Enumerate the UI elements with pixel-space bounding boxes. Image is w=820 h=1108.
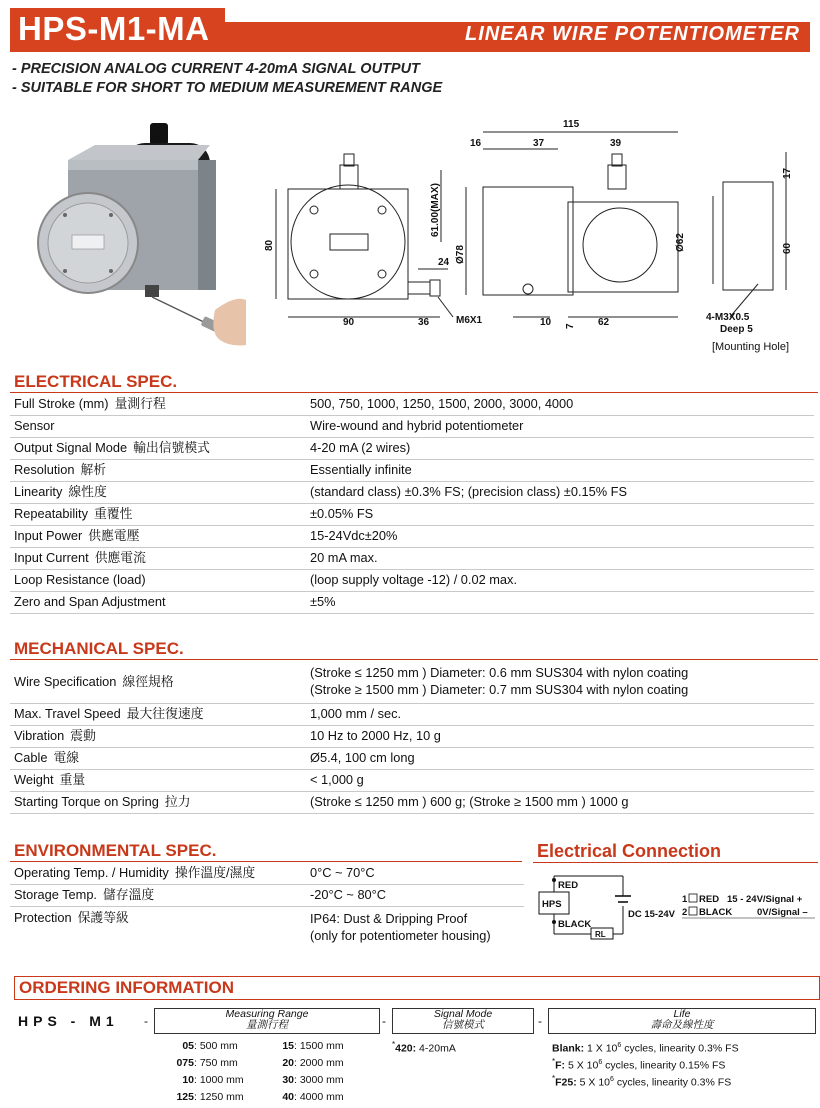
table-row: [10, 726, 814, 748]
spec-value: 10 Hz to 2000 Hz, 10 g: [306, 726, 814, 748]
range-box: [154, 1008, 380, 1034]
life-title: Life: [673, 1008, 691, 1020]
table-row: [10, 792, 814, 814]
dim-62b: 62: [598, 317, 610, 328]
environmental-divider: [10, 861, 522, 862]
order-model: HPS - M1: [18, 1013, 119, 1029]
range-list-left: [160, 1040, 255, 1108]
table-row: [10, 416, 814, 438]
spec-value: (Stroke ≥ 1500 mm ) Diameter: 0.7 mm SUS304 with nylon coating: [310, 682, 689, 697]
table-row: [10, 770, 814, 792]
spec-label: Storage Temp.: [14, 887, 97, 903]
spec-label: Zero and Span Adjustment: [14, 594, 166, 610]
dim-17: 17: [782, 167, 793, 179]
dim-24: 24: [438, 257, 450, 268]
spec-label: Input Power: [14, 528, 83, 544]
legend-2-num: 2: [682, 907, 688, 918]
spec-value: ±5%: [306, 592, 814, 614]
list-item: 40: 4000 mm: [282, 1091, 344, 1103]
spec-value: 0°C ~ 70°C: [306, 863, 524, 885]
red-wire-label: RED: [558, 880, 579, 891]
dim-80: 80: [264, 239, 275, 251]
signal-title-cjk: 信號模式: [442, 1019, 484, 1031]
dim-39: 39: [610, 138, 622, 149]
spec-label-cjk: 供應電壓: [88, 528, 140, 544]
list-item: *F: 5 X $10^6$ cycles, linearity 0.15% FS: [552, 1057, 726, 1072]
list-item: 15: 1500 mm: [282, 1040, 344, 1052]
spec-value: Essentially infinite: [306, 460, 814, 482]
electrical-divider: [10, 392, 818, 393]
spec-label-cjk: 操作溫度/濕度: [174, 865, 256, 881]
dim-36: 36: [418, 317, 430, 328]
spec-label: Output Signal Mode: [14, 440, 128, 456]
dim-16: 16: [470, 138, 482, 149]
spec-label: Starting Torque on Spring: [14, 794, 159, 810]
table-row: [10, 394, 814, 416]
terminal-dot: [552, 878, 556, 882]
product-photo: [10, 115, 246, 350]
spec-label-cjk: 重覆性: [93, 506, 133, 522]
spec-label-cjk: 供應電流: [94, 550, 146, 566]
range-title-cjk: 量測行程: [246, 1019, 288, 1031]
dim-61: 61.00(MAX): [430, 183, 441, 237]
spec-label-cjk: 線徑規格: [122, 673, 174, 689]
range-list-right: [270, 1040, 370, 1108]
order-dash: -: [382, 1014, 386, 1028]
spec-label-cjk: 電線: [53, 750, 80, 766]
list-item: Blank: 1 X $10^6$ cycles, linearity 0.3% FS: [552, 1042, 739, 1055]
spec-value: (standard class) ±0.3% FS; (precision class) ±0.15% FS: [306, 482, 814, 504]
legend-1-color: RED: [699, 894, 720, 905]
life-list: [552, 1040, 812, 1091]
title-bar: [225, 22, 810, 52]
spec-value: IP64: Dust & Dripping Proof: [310, 911, 468, 927]
hps-label: HPS: [542, 899, 562, 910]
environmental-table: [10, 863, 524, 949]
connection-title: Electrical Connection: [537, 841, 722, 861]
table-row: [10, 482, 814, 504]
dc-supply-label: DC 15-24V: [628, 909, 675, 920]
model-title: HPS-M1-MA: [18, 10, 210, 47]
spec-value: ±0.05% FS: [306, 504, 814, 526]
spec-label: Full Stroke (mm): [14, 396, 109, 412]
spec-label-cjk: 拉力: [164, 794, 191, 810]
order-dash: -: [538, 1014, 542, 1028]
environmental-title: ENVIRONMENTAL SPEC.: [14, 841, 217, 860]
spec-label: Loop Resistance (load): [14, 572, 146, 588]
spec-label: Vibration: [14, 728, 65, 744]
spec-label-cjk: 儲存溫度: [103, 887, 155, 903]
dim-m6: M6X1: [456, 315, 483, 326]
model-box: [10, 8, 225, 52]
spec-label: Weight: [14, 772, 54, 788]
life-title-cjk: 壽命及線性度: [650, 1019, 714, 1031]
dimension-drawing: [258, 112, 818, 357]
list-item: 075: 750 mm: [176, 1057, 238, 1069]
table-row: [10, 526, 814, 548]
product-subtitle: LINEAR WIRE POTENTIOMETER: [465, 23, 800, 45]
feature-1: - PRECISION ANALOG CURRENT 4-20mA SIGNAL OUTPUT: [12, 61, 420, 77]
spec-label: Linearity: [14, 484, 63, 500]
life-box: [548, 1008, 816, 1034]
dim-90: 90: [343, 317, 355, 328]
ordering-title-box: [14, 976, 820, 1000]
table-row: [10, 570, 814, 592]
spec-label: Resolution: [14, 462, 75, 478]
order-dash: -: [144, 1014, 148, 1028]
dim-7: 7: [565, 323, 576, 329]
connection-divider: [533, 862, 818, 863]
spec-value: 1,000 mm / sec.: [306, 704, 814, 726]
header: [10, 8, 810, 52]
terminal-dot: [552, 920, 556, 924]
spec-label: Max. Travel Speed: [14, 706, 121, 722]
list-item: 125: 1250 mm: [176, 1091, 244, 1103]
table-row: [10, 504, 814, 526]
spec-label-cjk: 重量: [59, 772, 86, 788]
spec-value: 500, 750, 1000, 1250, 1500, 2000, 3000, 4000: [306, 394, 814, 416]
spec-label: Operating Temp. / Humidity: [14, 865, 169, 881]
table-row: [10, 885, 524, 907]
mounting-hole-label: [Mounting Hole]: [712, 341, 790, 353]
spec-label-cjk: 解析: [80, 462, 107, 478]
spec-value: < 1,000 g: [306, 770, 814, 792]
list-item: 30: 3000 mm: [282, 1074, 344, 1086]
spec-label: Protection: [14, 910, 72, 925]
range-title: Measuring Range: [225, 1008, 309, 1020]
feature-2: - SUITABLE FOR SHORT TO MEDIUM MEASUREMENT RANGE: [12, 80, 443, 96]
black-wire-label: BLACK: [558, 919, 592, 930]
table-row: [10, 661, 814, 704]
dim-10: 10: [540, 317, 552, 328]
table-row: [10, 438, 814, 460]
spec-value: 15-24Vdc±20%: [306, 526, 814, 548]
list-item: *F25: 5 X $10^6$ cycles, linearity 0.3% FS: [552, 1074, 732, 1089]
table-row: [10, 592, 814, 614]
spec-label-cjk: 保護等級: [77, 910, 129, 925]
dim-60: 60: [782, 242, 793, 254]
signal-box: [392, 1008, 534, 1034]
signal-option: *420: 4-20mA: [392, 1040, 456, 1055]
spec-value: (Stroke ≤ 1250 mm ) 600 g; (Stroke ≥ 1500 mm ) 1000 g: [306, 792, 814, 814]
legend-2-square: [689, 907, 697, 915]
legend-2-desc: 0V/Signal –: [757, 907, 808, 918]
spec-label-cjk: 震動: [70, 728, 96, 744]
legend-1-square: [689, 894, 697, 902]
spec-label: Repeatability: [14, 506, 88, 522]
table-row: [10, 907, 524, 950]
spec-value: Wire-wound and hybrid potentiometer: [306, 416, 814, 438]
spec-label: Wire Specification: [14, 673, 117, 689]
electrical-title: ELECTRICAL SPEC.: [14, 372, 178, 391]
spec-value: 20 mA max.: [306, 548, 814, 570]
hole-spec: 4-M3X0.5: [706, 312, 750, 323]
dim-78: Ø78: [455, 245, 466, 264]
legend-2-color: BLACK: [699, 907, 733, 918]
spec-label-cjk: 輸出信號模式: [133, 440, 210, 456]
legend-1-desc: 15 - 24V/Signal +: [727, 894, 803, 905]
dim-62: Ø62: [675, 233, 686, 252]
spec-value: (loop supply voltage -12) / 0.02 max.: [306, 570, 814, 592]
list-item: 10: 1000 mm: [182, 1074, 244, 1086]
dim-115: 115: [563, 119, 580, 130]
signal-title: Signal Mode: [433, 1008, 493, 1020]
mechanical-table: [10, 661, 814, 814]
spec-value: Ø5.4, 100 cm long: [306, 748, 814, 770]
spec-label: Input Current: [14, 550, 89, 566]
spec-label: Cable: [14, 750, 48, 766]
spec-label: Sensor: [14, 418, 55, 434]
list-item: 20: 2000 mm: [282, 1057, 344, 1069]
table-row: [10, 460, 814, 482]
mechanical-divider: [10, 659, 818, 660]
hole-depth: Deep 5: [720, 324, 753, 335]
table-row: [10, 548, 814, 570]
spec-label-cjk: 線性度: [68, 484, 107, 500]
spec-value: 4-20 mA (2 wires): [306, 438, 814, 460]
ordering-title: ORDERING INFORMATION: [19, 978, 235, 997]
electrical-table: [10, 394, 814, 614]
legend-1-num: 1: [682, 894, 688, 905]
wiring-diagram: [535, 866, 820, 942]
spec-label-cjk: 量測行程: [114, 396, 166, 412]
spec-value: (Stroke ≤ 1250 mm ) Diameter: 0.6 mm SUS304 with nylon coating: [310, 665, 689, 681]
dim-37: 37: [533, 138, 545, 149]
list-item: 05: 500 mm: [182, 1040, 238, 1052]
rl-label: RL: [595, 930, 606, 939]
spec-label-cjk: 最大往復速度: [126, 706, 204, 722]
spec-value: -20°C ~ 80°C: [306, 885, 524, 907]
mechanical-title: MECHANICAL SPEC.: [14, 639, 184, 658]
table-row: [10, 863, 524, 885]
spec-value: (only for potentiometer housing): [310, 928, 491, 943]
table-row: [10, 704, 814, 726]
table-row: [10, 748, 814, 770]
